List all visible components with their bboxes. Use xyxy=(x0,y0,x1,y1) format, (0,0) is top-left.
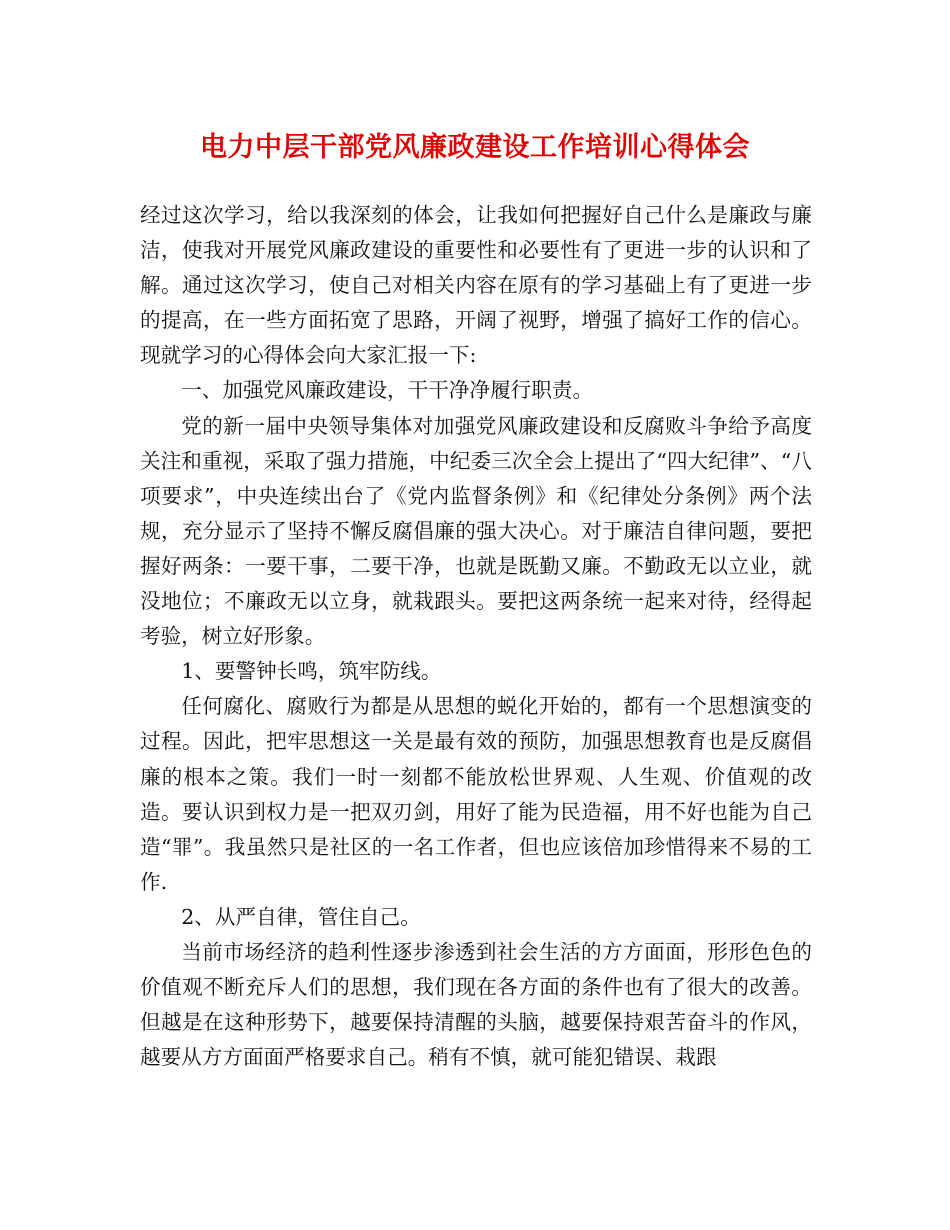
subheading-2: 2、从严自律，管住自己。 xyxy=(181,904,421,929)
document-body xyxy=(140,198,812,1075)
paragraph-section-1: 党的新一届中央领导集体对加强党风廉政建设和反腐败斗争给予高度关注和重视，采取了强力措施，中纪委三次全会上提出了“四大纪律”、“八项要求”，中央连续出台了《党内监督条例》和《纪律处分条例》两个法规，充分显示了坚持不懈反腐倡廉的强大决心。对于廉洁自律问题，要把握好两条：一要干事，二要干净，也就是既勤又廉。不勤政无以立业，就没地位；不廉政无以立身，就栽跟头。要把这两条统一起来对待，经得起考验，树立好形象。 xyxy=(140,413,812,649)
paragraph-subsection-2: 当前市场经济的趋利性逐步渗透到社会生活的方方面面，形形色色的价值观不断充斥人们的思想，我们现在各方面的条件也有了很大的改善。但越是在这种形势下，越要保持清醒的头脑，越要保持艰苦奋斗的作风，越要从方方面面严格要求自己。稍有不慎，就可能犯错误、栽跟 xyxy=(140,939,812,1070)
paragraph-subsection-1: 任何腐化、腐败行为都是从思想的蜕化开始的，都有一个思想演变的过程。因此，把牢思想这一关是最有效的预防，加强思想教育也是反腐倡廉的根本之策。我们一时一刻都不能放松世界观、人生观、价值观的改造。要认识到权力是一把双刃剑，用好了能为民造福，用不好也能为自己造“罪”。我虽然只是社区的一名工作者，但也应该倍加珍惜得来不易的工作. xyxy=(140,694,812,894)
paragraph-intro: 经过这次学习，给以我深刻的体会，让我如何把握好自己什么是廉政与廉洁，使我对开展党风廉政建设的重要性和必要性有了更进一步的认识和了解。通过这次学习，使自己对相关内容在原有的学习基础上有了更进一步的提高，在一些方面拓宽了思路，开阔了视野，增强了搞好工作的信心。现就学习的心得体会向大家汇报一下: xyxy=(140,203,812,368)
subheading-1: 1、要警钟长鸣，筑牢防线。 xyxy=(181,659,442,684)
section-heading-1: 一、加强党风廉政建设，干干净净履行职责。 xyxy=(181,378,594,403)
document-title: 电力中层干部党风廉政建设工作培训心得体会 xyxy=(200,132,750,163)
